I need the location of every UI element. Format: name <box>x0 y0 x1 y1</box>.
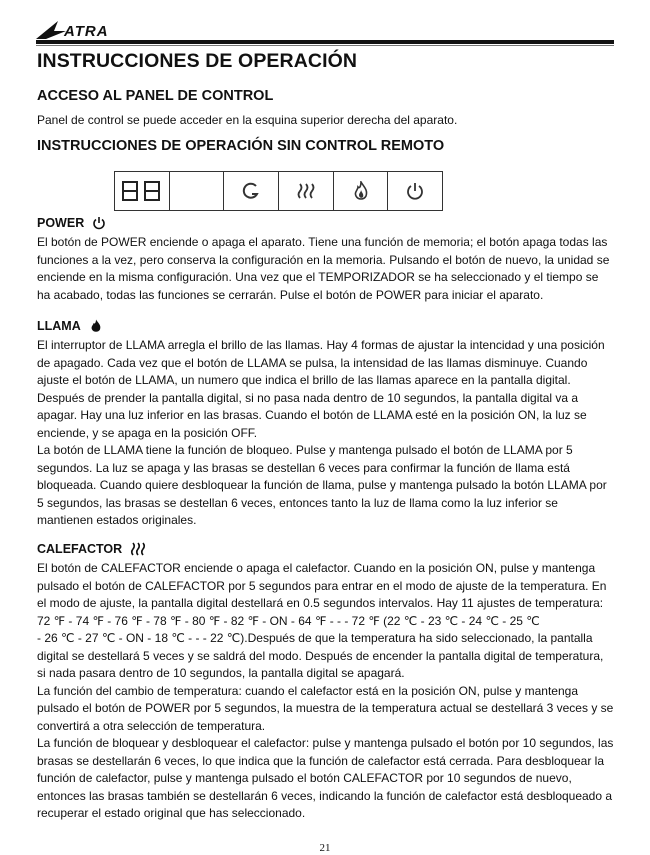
calefactor-line: 72 ℉ - 74 ℉ - 76 ℉ - 78 ℉ - 80 ℉ - 82 ℉ - ON - 64 ℉ - - - 72 ℉ (22 ℃ - 23 ℃ - 24 ℃ - 25 ℃ <box>37 613 540 628</box>
access-heading: ACCESO AL PANEL DE CONTROL <box>37 88 274 104</box>
llama-text <box>37 337 617 530</box>
page-title: INSTRUCCIONES DE OPERACIÓN <box>37 50 358 72</box>
brand-name: ATRA <box>64 23 109 40</box>
calefactor-text <box>37 560 617 823</box>
calefactor-line: brasas se destellarán 6 veces, lo que indica que la función de calefactor está cerrada. Para desbloquear la <box>37 753 605 768</box>
digital-display <box>115 172 170 210</box>
power-icon <box>92 216 106 230</box>
llama-line: La botón de LLAMA tiene la función de bloqueo. Pulse y mantenga pulsado el botón de LLAMA por 5 <box>37 443 573 457</box>
calefactor-line: función de calefactor, pulse y mantenga pulsado el botón CALEFACTOR por 10 segundos de nuevo, <box>37 771 572 785</box>
seven-segment-display <box>120 180 164 202</box>
blank-cell <box>170 172 225 210</box>
calefactor-line: digital se destellará 5 veces y se saldrá del modo. Después de encender la pantalla digital de temperatura, <box>37 648 604 663</box>
timer-button <box>224 172 279 210</box>
llama-line: enciende, y se apaga en la posición OFF. <box>37 425 258 440</box>
timer-icon <box>241 181 261 201</box>
calefactor-section-title <box>37 542 146 556</box>
calefactor-title: CALEFACTOR <box>37 542 123 556</box>
calefactor-line: pulsado el botón de POWER por 5 segundos, la muestra de la temperatura actual se destellará 3 veces y se <box>37 701 614 715</box>
llama-title: LLAMA <box>37 319 81 333</box>
header-rule <box>36 40 614 44</box>
llama-line: Después de prender la pantalla digital, si no pasa nada dentro de 10 segundos, la pantalla digital va a <box>37 390 579 405</box>
llama-line: bloqueada. Cuando quiere desbloquear la función de llama, pulse y mantenga pulsado la botón LLAMA por <box>37 478 607 492</box>
power-text <box>37 234 617 304</box>
flame-icon <box>351 181 371 201</box>
calefactor-line: entonces las brasas también se destellarán 6 veces, indicando la función de calefactor está desbloqueado a <box>37 788 613 803</box>
llama-line: mantienen estados originales. <box>37 513 197 527</box>
llama-line: de apagado. Cada vez que el botón de LLAMA se pulsa, la intensidad de las llamas disminuye. Cuando <box>37 355 588 370</box>
calefactor-line: La función de bloquear y desbloquear el calefactor: pulse y mantenga pulsado el botón por 10 segundos, las <box>37 736 614 750</box>
llama-line: apagar. Hay una luz inferior en las brasas. Cuando el botón de LLAMA esté en la posición ON, la luz se <box>37 408 587 422</box>
power-line: ha acabado, todas las funciones se cerrarán. Pulse el botón de POWER para iniciar el aparato. <box>37 287 544 302</box>
calefactor-line: El botón de CALEFACTOR enciende o apaga el calefactor. Cuando en la posición ON, pulse y mantenga <box>37 561 596 575</box>
llama-line: 5 segundos, las brasas se destellan 6 veces, entonces tanto la luz de llama como la luz inferior se <box>37 495 558 510</box>
heater-icon <box>130 542 146 556</box>
llama-line: El interruptor de LLAMA arregla el brillo de las llamas. Hay 4 formas de ajustar la intencidad y una posición <box>37 338 605 352</box>
power-line: enciende en la misma configuración. Una vez que el TEMPORIZADOR se ha seleccionado y el tiempo se <box>37 270 599 284</box>
power-line: funciones a la vez, pero conserva la configuración en la memoria. Pulsando el botón de nuevo, la unidad se <box>37 252 610 267</box>
access-text: Panel de control se puede acceder en la esquina superior derecha del aparato. <box>37 113 458 127</box>
calefactor-line: si nada pasara dentro de 10 segundos, la pantalla digital se apagará. <box>37 666 405 680</box>
power-section-title <box>37 216 106 230</box>
heater-button <box>279 172 334 210</box>
heater-icon <box>296 182 316 200</box>
header-rule-thin <box>36 45 614 46</box>
calefactor-line: recuperar el estado original que has seleccionado. <box>37 806 306 820</box>
page-number: 21 <box>319 842 331 854</box>
flame-button <box>334 172 389 210</box>
power-title: POWER <box>37 216 85 230</box>
llama-line: segundos. La luz se apaga y las brasas se destellan 6 veces para confirmar la función de llama está <box>37 460 570 475</box>
no-remote-heading: INSTRUCCIONES DE OPERACIÓN SIN CONTROL REMOTO <box>37 138 445 154</box>
calefactor-line: La función del cambio de temperatura: cuando el calefactor está en la posición ON, pulse y mantenga <box>37 683 578 698</box>
power-icon <box>405 181 425 201</box>
llama-line: ajuste el botón de LLAMA, un numero que indica el brillo de las llamas aparece en la pantalla digital. <box>37 373 571 387</box>
calefactor-line: el modo de ajuste, la pantalla digital destellará en 0.5 segundos intervalos. Hay 11 ajustes de temperatura: <box>37 596 604 610</box>
calefactor-line: pulsado el botón de CALEFACTOR por 5 segundos para entrar en el modo de ajuste de la temperatura. En <box>37 578 607 593</box>
control-panel-diagram <box>114 171 443 211</box>
calefactor-line: convertirá a otra selección de temperatura. <box>37 718 266 733</box>
flame-icon <box>89 319 103 333</box>
llama-section-title <box>37 319 103 333</box>
power-button <box>388 172 442 210</box>
power-line: El botón de POWER enciende o apaga el aparato. Tiene una función de memoria; el botón apaga todas las <box>37 235 608 249</box>
calefactor-line: - 26 ℃ - 27 ℃ - ON - 18 ℃ - - - 22 ℃).Después de que la temperatura ha sido seleccionado, la pantalla <box>37 631 593 645</box>
